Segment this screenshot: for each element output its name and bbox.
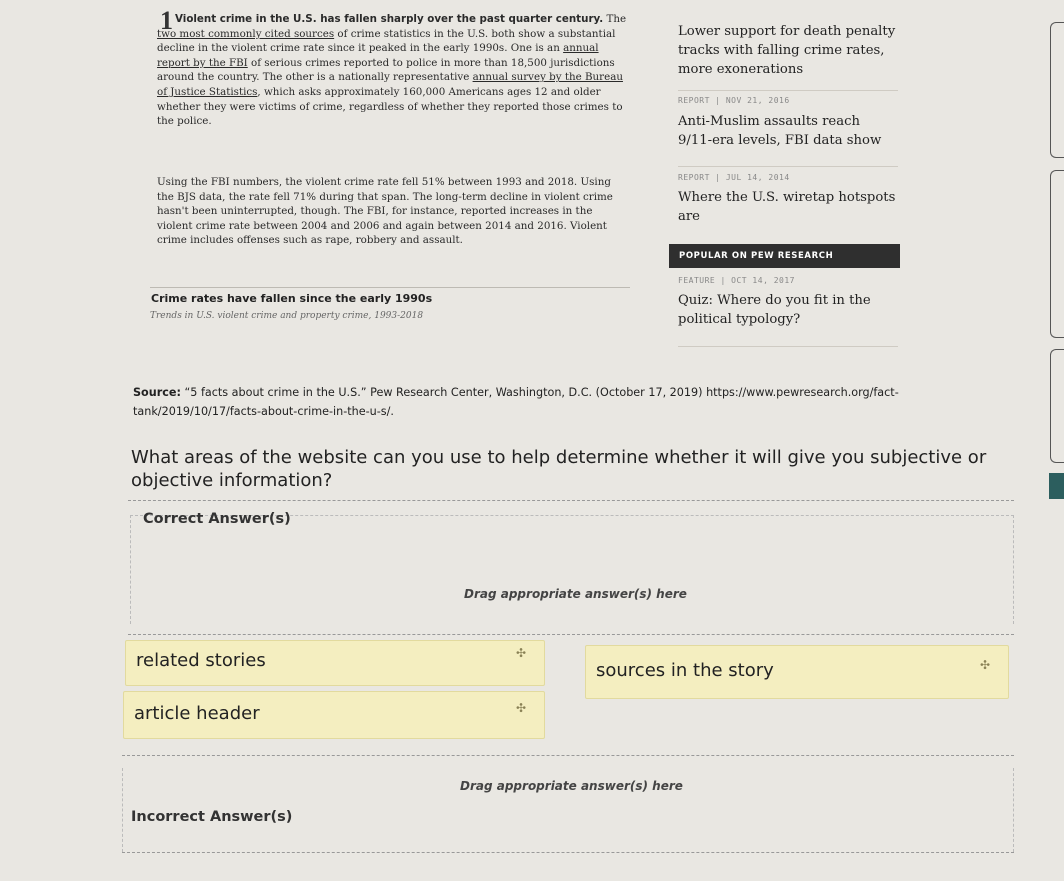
divider	[678, 166, 898, 167]
source-citation	[133, 383, 1013, 421]
answer-chip-label: sources in the story	[596, 660, 774, 681]
correct-answer-label: Correct Answer(s)	[143, 511, 291, 527]
paragraph-text: The	[603, 13, 627, 25]
dropzone-border	[130, 515, 1014, 624]
related-story-1[interactable]	[678, 22, 898, 79]
paragraph-text: of crime statistics in the U.S. both show a substantial decline in the violent crime rate since it peaked in the early 1990s. One is an	[157, 27, 616, 55]
bjs-survey-link[interactable]: annual survey by the Bureau of Justice Statistics	[157, 71, 623, 98]
divider	[678, 90, 898, 91]
answer-chip-label: article header	[134, 703, 260, 724]
side-panel-tab[interactable]	[1049, 473, 1064, 499]
correct-answer-dropzone[interactable]	[128, 500, 1014, 635]
related-story-meta: REPORT | JUL 14, 2014	[678, 173, 790, 182]
answer-chip-label: related stories	[136, 650, 266, 671]
related-story-title[interactable]: Lower support for death penalty tracks with falling crime rates, more exonerations	[678, 24, 896, 77]
side-panel-tab[interactable]	[1050, 170, 1064, 338]
sources-link[interactable]: two most commonly cited sources	[157, 27, 335, 40]
answer-chip-article-header[interactable]	[123, 691, 545, 739]
article-paragraph-2: Using the FBI numbers, the violent crime rate fell 51% between 1993 and 2018. Using the BJS data, the rate fell 71% during that span. The long-term decline in violent crime hasn't been uninterrupted, though. The FBI, for instance, reported increases in the violent crime rate between 2004 and 2006 and again between 2014 and 2016. Violent crime includes offenses such as rape, robbery and assault.	[157, 176, 613, 247]
fbi-report-link[interactable]: annual report by the FBI	[157, 42, 599, 69]
source-text: “5 facts about crime in the U.S.” Pew Research Center, Washington, D.C. (October 17, 2019) https://www.pewresearch.org/fact-tank/2019/10/17/facts-about-crime-in-the-u-s/.	[133, 386, 899, 418]
popular-story-meta: FEATURE | OCT 14, 2017	[678, 276, 795, 285]
chart-title: Crime rates have fallen since the early 1990s	[151, 292, 433, 305]
divider	[678, 346, 898, 347]
side-panel-tab[interactable]	[1050, 22, 1064, 158]
side-panel-tab[interactable]	[1050, 349, 1064, 463]
popular-header: POPULAR ON PEW RESEARCH	[669, 244, 900, 268]
chart-subtitle: Trends in U.S. violent crime and property crime, 1993-2018	[150, 311, 424, 321]
related-story-title[interactable]: Where the U.S. wiretap hotspots are	[678, 190, 896, 224]
popular-story-title[interactable]: Quiz: Where do you fit in the political typology?	[678, 293, 871, 327]
drag-handle-icon[interactable]: ✣	[979, 658, 990, 672]
dropzone-hint: Drag appropriate answer(s) here	[460, 779, 683, 793]
related-story-3[interactable]	[678, 173, 898, 226]
related-story-meta: REPORT | NOV 21, 2016	[678, 96, 790, 105]
incorrect-answer-label: Incorrect Answer(s)	[131, 809, 293, 825]
paragraph-lead: Violent crime in the U.S. has fallen sharply over the past quarter century.	[175, 13, 604, 25]
article-paragraph-1	[157, 12, 629, 129]
popular-story-1[interactable]	[678, 276, 898, 329]
answer-chip-sources-in-the-story[interactable]	[585, 645, 1009, 699]
drag-handle-icon[interactable]: ✣	[515, 701, 526, 715]
related-story-2[interactable]	[678, 96, 898, 150]
paragraph-text: , which asks approximately 160,000 Americans ages 12 and older whether they were victims of crime, regardless of whether they reported those crimes to the police.	[157, 85, 623, 128]
dropzone-hint: Drag appropriate answer(s) here	[464, 587, 687, 601]
answer-chip-related-stories[interactable]	[125, 640, 545, 686]
incorrect-answer-dropzone[interactable]	[122, 755, 1014, 853]
source-label: Source:	[133, 386, 181, 399]
drag-handle-icon[interactable]: ✣	[515, 646, 526, 660]
fact-number: 1	[160, 6, 173, 35]
paragraph-text: of serious crimes reported to police in more than 18,500 jurisdictions around the country. The other is a nationally representative	[157, 56, 615, 84]
divider	[150, 287, 630, 288]
related-story-title[interactable]: Anti-Muslim assaults reach 9/11-era levels, FBI data show	[678, 114, 882, 148]
question-prompt: What areas of the website can you use to help determine whether it will give you subjective or objective information?	[131, 447, 987, 491]
